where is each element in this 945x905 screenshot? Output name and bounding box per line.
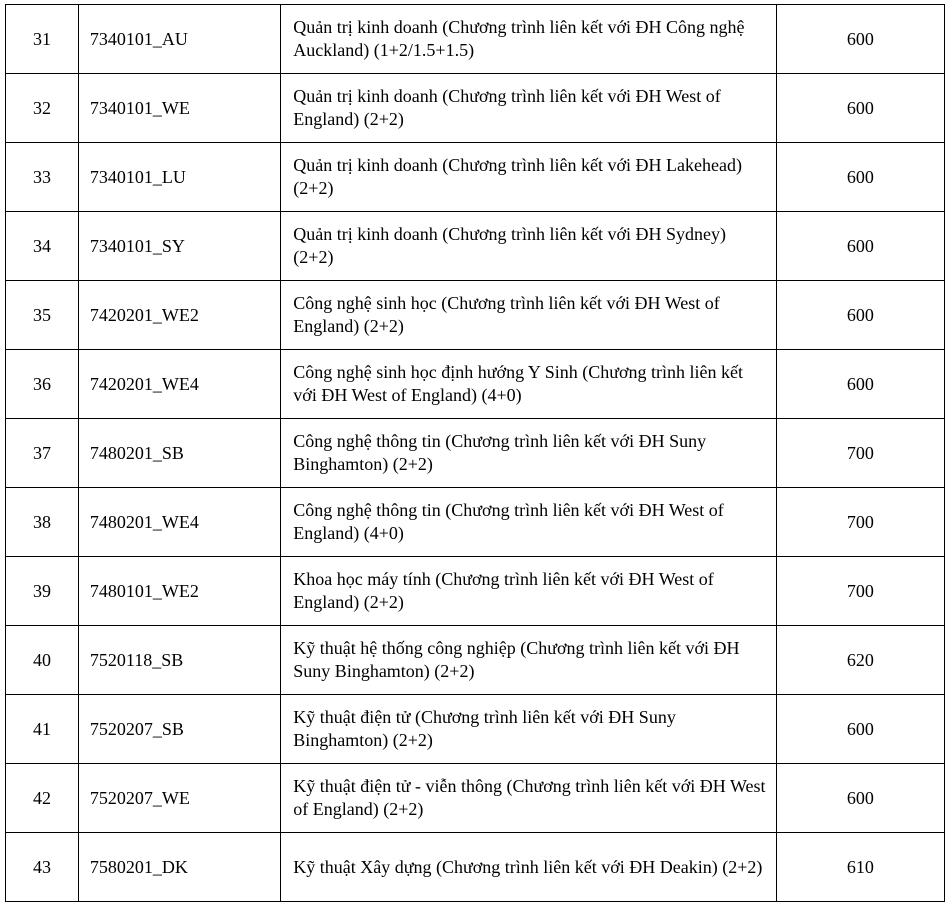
program-score: 700 bbox=[776, 488, 944, 557]
program-code: 7480201_WE4 bbox=[78, 488, 280, 557]
table-row bbox=[6, 143, 945, 212]
program-name: Công nghệ sinh học (Chương trình liên kết với ĐH West of England) (2+2) bbox=[281, 281, 776, 350]
program-code: 7580201_DK bbox=[78, 833, 280, 902]
row-number: 35 bbox=[6, 281, 79, 350]
table-row bbox=[6, 5, 945, 74]
program-score: 700 bbox=[776, 419, 944, 488]
program-name: Công nghệ thông tin (Chương trình liên kết với ĐH Suny Binghamton) (2+2) bbox=[281, 419, 776, 488]
program-score: 620 bbox=[776, 626, 944, 695]
program-score: 610 bbox=[776, 833, 944, 902]
row-number: 32 bbox=[6, 74, 79, 143]
program-table bbox=[5, 4, 945, 902]
program-name: Quản trị kinh doanh (Chương trình liên kết với ĐH West of England) (2+2) bbox=[281, 74, 776, 143]
program-score: 600 bbox=[776, 143, 944, 212]
program-score: 600 bbox=[776, 74, 944, 143]
table-row bbox=[6, 626, 945, 695]
row-number: 38 bbox=[6, 488, 79, 557]
program-score: 600 bbox=[776, 350, 944, 419]
program-code: 7520207_WE bbox=[78, 764, 280, 833]
program-name: Quản trị kinh doanh (Chương trình liên kết với ĐH Lakehead) (2+2) bbox=[281, 143, 776, 212]
table-row bbox=[6, 74, 945, 143]
row-number: 40 bbox=[6, 626, 79, 695]
program-code: 7420201_WE2 bbox=[78, 281, 280, 350]
program-code: 7480201_SB bbox=[78, 419, 280, 488]
program-score: 600 bbox=[776, 764, 944, 833]
table-row bbox=[6, 350, 945, 419]
program-code: 7340101_SY bbox=[78, 212, 280, 281]
row-number: 34 bbox=[6, 212, 79, 281]
table-row bbox=[6, 281, 945, 350]
program-code: 7520207_SB bbox=[78, 695, 280, 764]
row-number: 39 bbox=[6, 557, 79, 626]
program-name: Kỹ thuật điện tử (Chương trình liên kết với ĐH Suny Binghamton) (2+2) bbox=[281, 695, 776, 764]
program-score: 700 bbox=[776, 557, 944, 626]
program-name: Công nghệ thông tin (Chương trình liên kết với ĐH West of England) (4+0) bbox=[281, 488, 776, 557]
program-score: 600 bbox=[776, 281, 944, 350]
program-name: Quản trị kinh doanh (Chương trình liên kết với ĐH Sydney) (2+2) bbox=[281, 212, 776, 281]
row-number: 37 bbox=[6, 419, 79, 488]
table-row bbox=[6, 833, 945, 902]
row-number: 36 bbox=[6, 350, 79, 419]
program-code: 7520118_SB bbox=[78, 626, 280, 695]
program-code: 7340101_LU bbox=[78, 143, 280, 212]
program-code: 7340101_AU bbox=[78, 5, 280, 74]
program-code: 7480101_WE2 bbox=[78, 557, 280, 626]
table-row bbox=[6, 764, 945, 833]
program-score: 600 bbox=[776, 5, 944, 74]
program-name: Công nghệ sinh học định hướng Y Sinh (Chương trình liên kết với ĐH West of England) (4+0) bbox=[281, 350, 776, 419]
table-row bbox=[6, 557, 945, 626]
table-row bbox=[6, 212, 945, 281]
row-number: 41 bbox=[6, 695, 79, 764]
program-name: Khoa học máy tính (Chương trình liên kết với ĐH West of England) (2+2) bbox=[281, 557, 776, 626]
program-code: 7340101_WE bbox=[78, 74, 280, 143]
table-row bbox=[6, 419, 945, 488]
program-name: Kỹ thuật Xây dựng (Chương trình liên kết với ĐH Deakin) (2+2) bbox=[281, 833, 776, 902]
program-score: 600 bbox=[776, 695, 944, 764]
program-name: Kỹ thuật điện tử - viễn thông (Chương trình liên kết với ĐH West of England) (2+2) bbox=[281, 764, 776, 833]
program-score: 600 bbox=[776, 212, 944, 281]
table-row bbox=[6, 695, 945, 764]
program-name: Kỹ thuật hệ thống công nghiệp (Chương trình liên kết với ĐH Suny Binghamton) (2+2) bbox=[281, 626, 776, 695]
row-number: 31 bbox=[6, 5, 79, 74]
row-number: 33 bbox=[6, 143, 79, 212]
row-number: 43 bbox=[6, 833, 79, 902]
program-code: 7420201_WE4 bbox=[78, 350, 280, 419]
table-row bbox=[6, 488, 945, 557]
program-name: Quản trị kinh doanh (Chương trình liên kết với ĐH Công nghệ Auckland) (1+2/1.5+1.5) bbox=[281, 5, 776, 74]
row-number: 42 bbox=[6, 764, 79, 833]
